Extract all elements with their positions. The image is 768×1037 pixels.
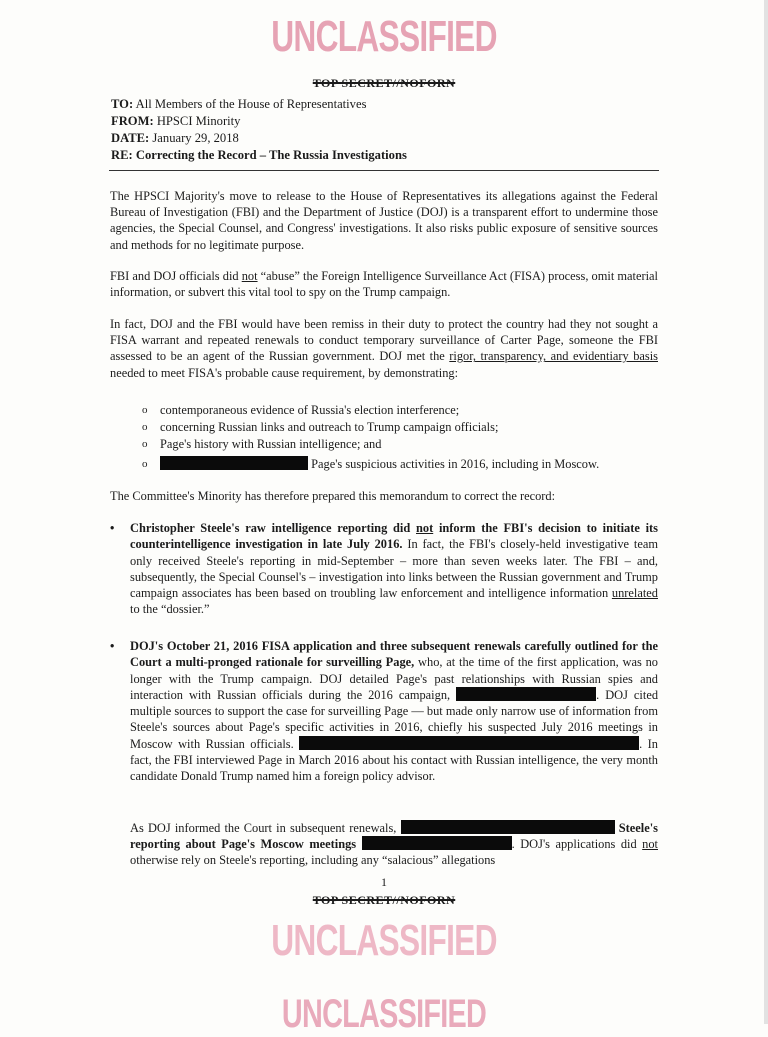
list-item-text: Page's suspicious activities in 2016, including in Moscow. [311, 457, 600, 471]
date-label: DATE: [111, 131, 150, 145]
redaction-block [362, 836, 512, 850]
b1-text-a: In fact, the FBI's closely-held investigative team only received Steele's reporting in mid-September – more than seven weeks later. The FBI – and, subsequently, the Special Counsel's – investigation into links between the Russian government and Trump campaign associates has been based on troubling law enforcement and intelligence information [130, 537, 658, 601]
paragraph-4: The Committee's Minority has therefore prepared this memorandum to correct the record: [110, 489, 556, 503]
p5-bold: Steele's reporting about Page's Moscow meetings [130, 821, 658, 852]
list-marker: o [142, 404, 148, 416]
b1-bold-b: inform the FBI's decision to initiate its counterintelligence investigation in late July 2016. [130, 521, 658, 552]
b2-text-a: who, at the time of the first application, was no longer with the Trump campaign. DOJ detailed Page's past relationships with Russian spies and interaction with Russian officials during the 2016 campaign, [130, 655, 658, 702]
b1-bold-a: Christopher Steele's raw intelligence reporting did [130, 521, 416, 535]
from-line [111, 113, 659, 130]
p5-text-c: otherwise rely on Steele's reporting, including any “salacious” allegations [130, 853, 496, 868]
list-item-text: Page's history with Russian intelligence; and [160, 437, 382, 451]
paragraph-5 [130, 820, 658, 869]
unclassified-stamp-bottom-partial: UNCLASSIFIED [281, 992, 487, 1036]
b2-text-b: . DOJ cited multiple sources to support the case for surveilling Page — but made only narrow use of information from Steele's sources about Page's specific activities in 2016, chiefly his suspected July 2016 meetings in Moscow with Russian officials. [130, 687, 659, 751]
list-marker: o [142, 421, 148, 433]
redaction-block [401, 820, 615, 834]
page-number: 1 [381, 875, 387, 889]
unclassified-stamp-top: UNCLASSIFIED [271, 12, 497, 61]
redaction-block [456, 687, 596, 701]
date-value: January 29, 2018 [152, 131, 239, 145]
p5-text-b: . DOJ's applications did [511, 837, 643, 852]
header-rule [109, 170, 659, 171]
p5-not: not [642, 837, 658, 852]
re-line [111, 147, 659, 164]
from-label: FROM: [111, 114, 154, 128]
p2-text-b: “abuse” the Foreign Intelligence Surveillance Act (FISA) process, omit material information, or subvert this vital tool to spy on the Trump campaign. [110, 269, 658, 300]
p3-text-b: needed to meet FISA's probable cause requirement, by demonstrating: [110, 365, 459, 380]
paragraph-3 [110, 316, 658, 381]
from-value: HPSCI Minority [156, 114, 241, 128]
bullet-dot: • [110, 521, 115, 535]
bullet-1-body [130, 520, 658, 618]
list-marker: o [142, 458, 148, 470]
classification-marking-bottom: TOP SECRET//NOFORN [312, 893, 456, 907]
re-label: RE: [111, 148, 133, 162]
p3-underlined: rigor, transparency, and evidentiary basis [449, 349, 658, 364]
memo-header [111, 96, 659, 164]
list-marker: o [142, 438, 148, 450]
to-line [111, 96, 659, 113]
unclassified-stamp-bottom: UNCLASSIFIED [271, 916, 497, 965]
bullet-2-body [130, 638, 658, 785]
b1-not: not [416, 521, 434, 535]
re-value: Correcting the Record – The Russia Investigations [135, 148, 407, 162]
b2-bold: DOJ's October 21, 2016 FISA application and three subsequent renewals carefully outlined for the Court a multi-pronged rationale for surveilling Page, [130, 639, 658, 670]
b1-text-b: to the “dossier.” [130, 602, 210, 617]
bullet-dot: • [110, 639, 115, 653]
p5-text-a: As DOJ informed the Court in subsequent renewals, [130, 821, 401, 835]
paragraph-1: The HPSCI Majority's move to release to the House of Representatives its allegations against the Federal Bureau of Investigation (FBI) and the Department of Justice (DOJ) is a transparent effort to undermine those agencies, the Special Counsel, and Congress' investigations. It also risks public exposure of sensitive sources and methods for no legitimate purpose. [110, 189, 658, 252]
to-label: TO: [111, 97, 134, 111]
to-value: All Members of the House of Representatives [135, 97, 367, 111]
p2-not: not [241, 269, 258, 283]
redaction-block [299, 736, 639, 750]
b1-unrelated: unrelated [611, 586, 658, 601]
classification-marking-top: TOP SECRET//NOFORN [312, 76, 456, 90]
paragraph-2 [110, 268, 658, 300]
date-line [111, 130, 659, 147]
list-item-text: contemporaneous evidence of Russia's election interference; [160, 403, 460, 417]
p3-text-a: In fact, DOJ and the FBI would have been remiss in their duty to protect the country had they not sought a FISA warrant and repeated renewals to conduct temporary surveillance of Carter Page, someone the FBI assessed to be an agent of the Russian government. DOJ met the [110, 317, 658, 364]
b2-text-c: . In fact, the FBI interviewed Page in March 2016 about his contact with Russian intelligence, the very month candidate Donald Trump named him a foreign policy advisor. [130, 736, 658, 784]
p2-text-a: FBI and DOJ officials did [110, 269, 242, 283]
redaction-block [160, 456, 308, 470]
scan-edge [764, 0, 768, 1024]
list-item-text: concerning Russian links and outreach to Trump campaign officials; [160, 420, 499, 434]
